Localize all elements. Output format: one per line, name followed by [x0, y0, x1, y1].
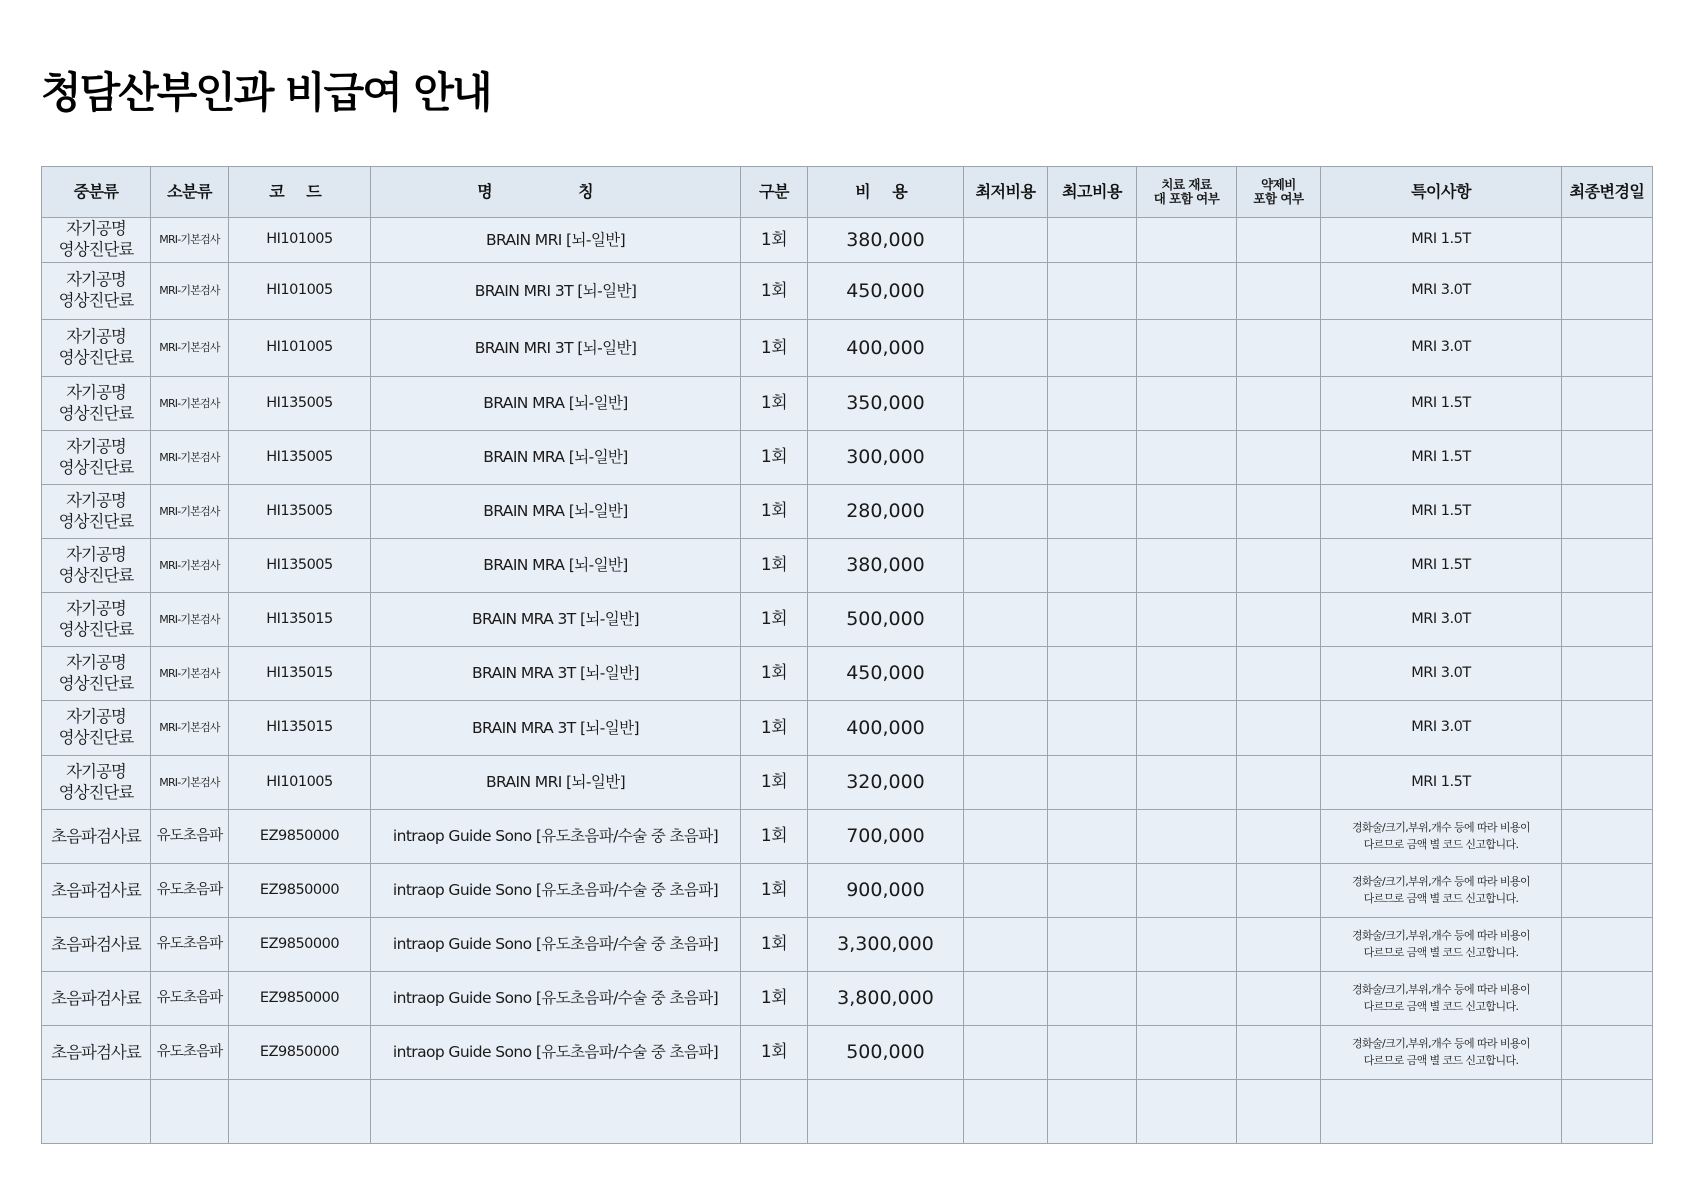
- cell-material-included: [1137, 377, 1237, 431]
- cell-unit: 1회: [741, 972, 808, 1026]
- cell-mid-category: 자기공명 영상진단료: [42, 756, 151, 810]
- cell-material-included: [1137, 918, 1237, 972]
- empty-cell: [1562, 1080, 1653, 1144]
- cell-material-included: [1137, 756, 1237, 810]
- table-row: [42, 701, 1653, 756]
- cell-max-cost: [1048, 593, 1137, 647]
- cell-drug-included: [1237, 539, 1321, 593]
- table-row: [42, 485, 1653, 539]
- cell-sub-category: 유도초음파: [151, 972, 229, 1026]
- header-max-cost: 최고비용: [1048, 167, 1137, 218]
- cell-name: BRAIN MRA 3T [뇌-일반]: [371, 593, 741, 647]
- cell-notes: MRI 3.0T: [1321, 593, 1562, 647]
- cell-sub-category: MRI-기본검사: [151, 263, 229, 320]
- cell-notes: MRI 1.5T: [1321, 756, 1562, 810]
- table-row: [42, 539, 1653, 593]
- cell-max-cost: [1048, 377, 1137, 431]
- cell-notes: MRI 3.0T: [1321, 263, 1562, 320]
- cell-name: BRAIN MRA [뇌-일반]: [371, 377, 741, 431]
- cell-cost: 400,000: [808, 320, 964, 377]
- table-row: [42, 218, 1653, 263]
- cell-material-included: [1137, 431, 1237, 485]
- header-name: 명 칭: [371, 167, 741, 218]
- header-notes: 특이사항: [1321, 167, 1562, 218]
- cell-sub-category: MRI-기본검사: [151, 377, 229, 431]
- cell-cost: 380,000: [808, 218, 964, 263]
- empty-cell: [741, 1080, 808, 1144]
- cell-unit: 1회: [741, 864, 808, 918]
- table-row: [42, 756, 1653, 810]
- cell-material-included: [1137, 810, 1237, 864]
- cell-mid-category: 자기공명 영상진단료: [42, 647, 151, 701]
- cell-unit: 1회: [741, 647, 808, 701]
- cell-last-modified: [1562, 263, 1653, 320]
- cell-material-included: [1137, 485, 1237, 539]
- cell-sub-category: MRI-기본검사: [151, 539, 229, 593]
- cell-notes: MRI 3.0T: [1321, 647, 1562, 701]
- empty-table-row: [42, 1080, 1653, 1144]
- cell-mid-category: 자기공명 영상진단료: [42, 593, 151, 647]
- cell-sub-category: MRI-기본검사: [151, 756, 229, 810]
- cell-sub-category: 유도초음파: [151, 864, 229, 918]
- cell-drug-included: [1237, 218, 1321, 263]
- cell-mid-category: 자기공명 영상진단료: [42, 377, 151, 431]
- cell-material-included: [1137, 320, 1237, 377]
- empty-cell: [1137, 1080, 1237, 1144]
- cell-max-cost: [1048, 320, 1137, 377]
- table-row: [42, 320, 1653, 377]
- cell-mid-category: 자기공명 영상진단료: [42, 218, 151, 263]
- cell-name: intraop Guide Sono [유도초음파/수술 중 초음파]: [371, 810, 741, 864]
- cell-mid-category: 초음파검사료: [42, 972, 151, 1026]
- empty-cell: [808, 1080, 964, 1144]
- cell-cost: 350,000: [808, 377, 964, 431]
- cell-last-modified: [1562, 431, 1653, 485]
- cell-code: HI135005: [229, 539, 371, 593]
- cell-material-included: [1137, 593, 1237, 647]
- cell-material-included: [1137, 1026, 1237, 1080]
- cell-last-modified: [1562, 320, 1653, 377]
- table-row: [42, 431, 1653, 485]
- empty-cell: [964, 1080, 1048, 1144]
- cell-last-modified: [1562, 701, 1653, 756]
- cell-min-cost: [964, 431, 1048, 485]
- cell-max-cost: [1048, 485, 1137, 539]
- cell-name: BRAIN MRA 3T [뇌-일반]: [371, 647, 741, 701]
- header-code: 코 드: [229, 167, 371, 218]
- cell-notes: MRI 1.5T: [1321, 218, 1562, 263]
- cell-unit: 1회: [741, 218, 808, 263]
- cell-code: HI135015: [229, 593, 371, 647]
- cell-name: BRAIN MRI [뇌-일반]: [371, 218, 741, 263]
- cell-code: EZ9850000: [229, 918, 371, 972]
- cell-drug-included: [1237, 320, 1321, 377]
- cell-mid-category: 초음파검사료: [42, 1026, 151, 1080]
- cell-min-cost: [964, 593, 1048, 647]
- cell-code: HI135015: [229, 647, 371, 701]
- cell-code: HI101005: [229, 756, 371, 810]
- cell-name: BRAIN MRA [뇌-일반]: [371, 485, 741, 539]
- cell-sub-category: 유도초음파: [151, 1026, 229, 1080]
- cell-unit: 1회: [741, 701, 808, 756]
- cell-notes: MRI 1.5T: [1321, 377, 1562, 431]
- cell-unit: 1회: [741, 263, 808, 320]
- cell-min-cost: [964, 864, 1048, 918]
- cell-cost: 3,800,000: [808, 972, 964, 1026]
- cell-min-cost: [964, 1026, 1048, 1080]
- cell-cost: 500,000: [808, 593, 964, 647]
- cell-min-cost: [964, 701, 1048, 756]
- cell-max-cost: [1048, 647, 1137, 701]
- cell-unit: 1회: [741, 539, 808, 593]
- cell-mid-category: 자기공명 영상진단료: [42, 320, 151, 377]
- cell-max-cost: [1048, 918, 1137, 972]
- cell-name: BRAIN MRA 3T [뇌-일반]: [371, 701, 741, 756]
- cell-cost: 450,000: [808, 263, 964, 320]
- cell-unit: 1회: [741, 1026, 808, 1080]
- cell-name: BRAIN MRI [뇌-일반]: [371, 756, 741, 810]
- cell-last-modified: [1562, 810, 1653, 864]
- cell-cost: 3,300,000: [808, 918, 964, 972]
- cell-sub-category: MRI-기본검사: [151, 701, 229, 756]
- table-row: [42, 377, 1653, 431]
- cell-cost: 900,000: [808, 864, 964, 918]
- cell-min-cost: [964, 485, 1048, 539]
- table-header-row: [42, 167, 1653, 218]
- cell-name: intraop Guide Sono [유도초음파/수술 중 초음파]: [371, 918, 741, 972]
- cell-sub-category: MRI-기본검사: [151, 647, 229, 701]
- cell-name: BRAIN MRI 3T [뇌-일반]: [371, 320, 741, 377]
- cell-name: intraop Guide Sono [유도초음파/수술 중 초음파]: [371, 1026, 741, 1080]
- cell-code: HI135005: [229, 431, 371, 485]
- cell-cost: 450,000: [808, 647, 964, 701]
- cell-mid-category: 자기공명 영상진단료: [42, 431, 151, 485]
- cell-max-cost: [1048, 972, 1137, 1026]
- cell-last-modified: [1562, 864, 1653, 918]
- cell-min-cost: [964, 972, 1048, 1026]
- cell-unit: 1회: [741, 593, 808, 647]
- cell-last-modified: [1562, 485, 1653, 539]
- header-drug-included: 약제비 포함 여부: [1237, 167, 1321, 218]
- cell-code: HI101005: [229, 263, 371, 320]
- cell-min-cost: [964, 218, 1048, 263]
- fee-table: [41, 166, 1653, 1144]
- cell-drug-included: [1237, 972, 1321, 1026]
- table-row: [42, 593, 1653, 647]
- cell-unit: 1회: [741, 431, 808, 485]
- cell-mid-category: 자기공명 영상진단료: [42, 263, 151, 320]
- cell-sub-category: 유도초음파: [151, 810, 229, 864]
- cell-code: HI135015: [229, 701, 371, 756]
- cell-drug-included: [1237, 593, 1321, 647]
- cell-min-cost: [964, 756, 1048, 810]
- cell-name: BRAIN MRI 3T [뇌-일반]: [371, 263, 741, 320]
- cell-code: HI135005: [229, 377, 371, 431]
- cell-mid-category: 자기공명 영상진단료: [42, 701, 151, 756]
- cell-mid-category: 초음파검사료: [42, 918, 151, 972]
- cell-code: HI101005: [229, 320, 371, 377]
- cell-min-cost: [964, 539, 1048, 593]
- cell-max-cost: [1048, 263, 1137, 320]
- cell-cost: 400,000: [808, 701, 964, 756]
- cell-notes: 경화술/크기,부위,개수 등에 따라 비용이 다르므로 금액 별 코드 신고합니다.: [1321, 1026, 1562, 1080]
- table-body: [42, 218, 1653, 1144]
- cell-max-cost: [1048, 756, 1137, 810]
- cell-material-included: [1137, 972, 1237, 1026]
- cell-drug-included: [1237, 1026, 1321, 1080]
- table-row: [42, 1026, 1653, 1080]
- cell-max-cost: [1048, 431, 1137, 485]
- cell-code: HI135005: [229, 485, 371, 539]
- cell-code: EZ9850000: [229, 1026, 371, 1080]
- cell-last-modified: [1562, 539, 1653, 593]
- cell-max-cost: [1048, 539, 1137, 593]
- cell-material-included: [1137, 864, 1237, 918]
- table-row: [42, 647, 1653, 701]
- cell-code: HI101005: [229, 218, 371, 263]
- cell-min-cost: [964, 810, 1048, 864]
- cell-notes: MRI 3.0T: [1321, 320, 1562, 377]
- cell-last-modified: [1562, 647, 1653, 701]
- table-row: [42, 864, 1653, 918]
- cell-min-cost: [964, 647, 1048, 701]
- header-mid-category: 중분류: [42, 167, 151, 218]
- cell-last-modified: [1562, 972, 1653, 1026]
- cell-material-included: [1137, 218, 1237, 263]
- cell-notes: MRI 1.5T: [1321, 485, 1562, 539]
- cell-name: intraop Guide Sono [유도초음파/수술 중 초음파]: [371, 864, 741, 918]
- cell-cost: 700,000: [808, 810, 964, 864]
- empty-cell: [1321, 1080, 1562, 1144]
- cell-max-cost: [1048, 218, 1137, 263]
- cell-min-cost: [964, 377, 1048, 431]
- table-row: [42, 810, 1653, 864]
- cell-last-modified: [1562, 377, 1653, 431]
- cell-unit: 1회: [741, 320, 808, 377]
- cell-drug-included: [1237, 431, 1321, 485]
- cell-notes: MRI 1.5T: [1321, 431, 1562, 485]
- cell-cost: 320,000: [808, 756, 964, 810]
- cell-notes: 경화술/크기,부위,개수 등에 따라 비용이 다르므로 금액 별 코드 신고합니다.: [1321, 918, 1562, 972]
- cell-sub-category: MRI-기본검사: [151, 593, 229, 647]
- cell-sub-category: MRI-기본검사: [151, 218, 229, 263]
- cell-last-modified: [1562, 756, 1653, 810]
- cell-max-cost: [1048, 810, 1137, 864]
- cell-name: BRAIN MRA [뇌-일반]: [371, 539, 741, 593]
- header-sub-category: 소분류: [151, 167, 229, 218]
- cell-unit: 1회: [741, 377, 808, 431]
- table-row: [42, 918, 1653, 972]
- cell-notes: 경화술/크기,부위,개수 등에 따라 비용이 다르므로 금액 별 코드 신고합니다.: [1321, 864, 1562, 918]
- cell-unit: 1회: [741, 756, 808, 810]
- cell-name: intraop Guide Sono [유도초음파/수술 중 초음파]: [371, 972, 741, 1026]
- cell-notes: MRI 3.0T: [1321, 701, 1562, 756]
- empty-cell: [1237, 1080, 1321, 1144]
- cell-name: BRAIN MRA [뇌-일반]: [371, 431, 741, 485]
- cell-drug-included: [1237, 485, 1321, 539]
- cell-last-modified: [1562, 918, 1653, 972]
- cell-notes: MRI 1.5T: [1321, 539, 1562, 593]
- cell-code: EZ9850000: [229, 810, 371, 864]
- cell-cost: 380,000: [808, 539, 964, 593]
- cell-notes: 경화술/크기,부위,개수 등에 따라 비용이 다르므로 금액 별 코드 신고합니다.: [1321, 972, 1562, 1026]
- cell-material-included: [1137, 539, 1237, 593]
- cell-sub-category: MRI-기본검사: [151, 485, 229, 539]
- cell-drug-included: [1237, 918, 1321, 972]
- cell-drug-included: [1237, 810, 1321, 864]
- cell-drug-included: [1237, 864, 1321, 918]
- cell-sub-category: 유도초음파: [151, 918, 229, 972]
- cell-sub-category: MRI-기본검사: [151, 431, 229, 485]
- cell-cost: 280,000: [808, 485, 964, 539]
- cell-max-cost: [1048, 1026, 1137, 1080]
- cell-last-modified: [1562, 593, 1653, 647]
- cell-notes: 경화술/크기,부위,개수 등에 따라 비용이 다르므로 금액 별 코드 신고합니다.: [1321, 810, 1562, 864]
- cell-unit: 1회: [741, 918, 808, 972]
- empty-cell: [229, 1080, 371, 1144]
- cell-material-included: [1137, 263, 1237, 320]
- header-last-modified: 최종변경일: [1562, 167, 1653, 218]
- cell-mid-category: 초음파검사료: [42, 864, 151, 918]
- cell-min-cost: [964, 918, 1048, 972]
- cell-min-cost: [964, 263, 1048, 320]
- cell-unit: 1회: [741, 810, 808, 864]
- empty-cell: [371, 1080, 741, 1144]
- cell-code: EZ9850000: [229, 972, 371, 1026]
- cell-mid-category: 초음파검사료: [42, 810, 151, 864]
- cell-mid-category: 자기공명 영상진단료: [42, 485, 151, 539]
- cell-drug-included: [1237, 263, 1321, 320]
- cell-material-included: [1137, 701, 1237, 756]
- header-min-cost: 최저비용: [964, 167, 1048, 218]
- cell-material-included: [1137, 647, 1237, 701]
- cell-drug-included: [1237, 756, 1321, 810]
- header-cost: 비 용: [808, 167, 964, 218]
- cell-last-modified: [1562, 218, 1653, 263]
- cell-min-cost: [964, 320, 1048, 377]
- empty-cell: [151, 1080, 229, 1144]
- cell-drug-included: [1237, 647, 1321, 701]
- cell-max-cost: [1048, 701, 1137, 756]
- cell-drug-included: [1237, 701, 1321, 756]
- cell-cost: 500,000: [808, 1026, 964, 1080]
- header-unit: 구분: [741, 167, 808, 218]
- table-row: [42, 263, 1653, 320]
- cell-sub-category: MRI-기본검사: [151, 320, 229, 377]
- cell-max-cost: [1048, 864, 1137, 918]
- cell-last-modified: [1562, 1026, 1653, 1080]
- table-row: [42, 972, 1653, 1026]
- cell-unit: 1회: [741, 485, 808, 539]
- cell-code: EZ9850000: [229, 864, 371, 918]
- header-material-included: 치료 재료 대 포함 여부: [1137, 167, 1237, 218]
- cell-mid-category: 자기공명 영상진단료: [42, 539, 151, 593]
- cell-cost: 300,000: [808, 431, 964, 485]
- cell-drug-included: [1237, 377, 1321, 431]
- page-title: 청담산부인과 비급여 안내: [41, 68, 491, 117]
- empty-cell: [42, 1080, 151, 1144]
- empty-cell: [1048, 1080, 1137, 1144]
